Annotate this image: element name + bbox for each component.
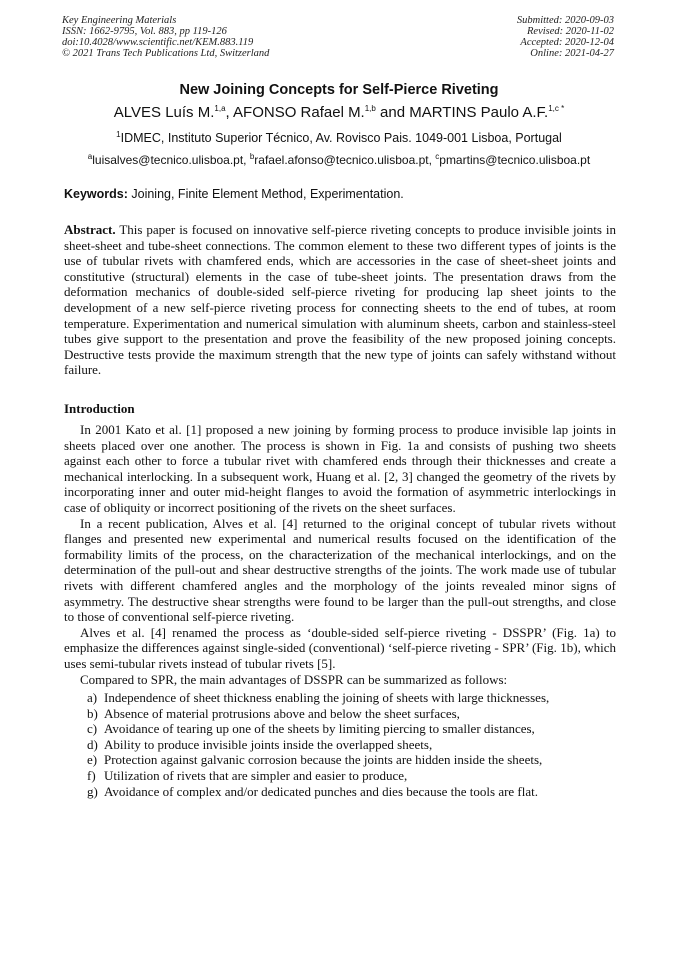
- list-item-text: Ability to produce invisible joints inside the overlapped sheets,: [104, 736, 433, 752]
- author-separator: ,: [225, 104, 234, 121]
- list-item-text: Avoidance of complex and/or dedicated punches and dies because the tools are flat.: [104, 783, 539, 799]
- keywords-label: Keywords:: [64, 187, 128, 201]
- list-item-text: Avoidance of tearing up one of the sheets by limiting piercing to smaller distances,: [104, 721, 535, 737]
- list-item: [87, 737, 617, 753]
- email-link[interactable]: luisalves@tecnico.ulisboa.pt,: [92, 153, 250, 167]
- journal-name: Key Engineering Materials: [62, 15, 177, 26]
- affiliation-mark: 1: [116, 129, 121, 139]
- paragraph: Compared to SPR, the main advantages of DSSPR can be summarized as follows:: [80, 671, 508, 687]
- list-marker: e): [87, 752, 98, 768]
- paragraph: Alves et al. [4] renamed the process as ‘double-sided self-pierce riveting - DSSPR’ (Fig. 1a) to emphasize the differences against single-sided (conventional) ‘self-pierce riveting - SPR’ (Fig. 1b), which uses semi-tubular rivets instead of tubular rivets [5].: [64, 624, 616, 671]
- paragraph: In 2001 Kato et al. [1] proposed a new joining by forming process to produce invisible lap joints in sheets placed over one another. The process is shown in Fig. 1a and consists of pushing two sheets against each other to force a tubular rivet with chamfered ends through their thicknesses and create a mechanical interlocking. In a subsequent work, Huang et al. [2, 3] changed the geometry of the rivets by incorporating inner and outer mid-height flanges to avoid the formation of asymmetric interlockings in case of obliquity or incorrect positioning of the rivets on the sheet surfaces.: [64, 422, 616, 515]
- author-name: AFONSO Rafael M.: [233, 104, 365, 121]
- list-item-text: Independence of sheet thickness enabling the joining of sheets with large thicknesses,: [104, 690, 550, 705]
- journal-issn: ISSN: 1662-9795, Vol. 883, pp 119-126: [62, 26, 227, 37]
- abstract-label: Abstract.: [64, 222, 116, 237]
- author-affiliation-mark: 1,a: [214, 104, 226, 113]
- email-mark: b: [249, 152, 255, 161]
- email-link[interactable]: rafael.afonso@tecnico.ulisboa.pt,: [254, 153, 436, 167]
- list-item: [87, 768, 617, 784]
- list-marker: b): [87, 705, 98, 721]
- list-item-text: Utilization of rivets that are simpler and easier to produce,: [104, 767, 408, 783]
- list-marker: g): [87, 783, 98, 799]
- abstract-text: This paper is focused on innovative self-pierce riveting concepts to produce invisible joints in sheet-sheet and tube-sheet connections. The common element to these two different types of joints is the use of tubular rivets with chamfered ends, which are accessories in the case of sheet-sheet joints and constitutive (structural) elements in the case of tube-sheet joints. The presentation draws from the deformation mechanics of double-sided self-pierce riveting for producing lap sheet joints to the development of a new self-pierce riveting process for connecting sheets to the end of tubes, at room temperature. Experimentation and numerical simulation with aluminum sheets, carbon and stainless-steel tubes give support to the presentation and prove the feasibility of the new proposed joining concepts. Destructive tests provide the maximum strength that the new type of joints can safely withstand without failure.: [64, 222, 616, 378]
- list-marker: a): [87, 690, 98, 705]
- affiliation-text: IDMEC, Instituto Superior Técnico, Av. Rovisco Pais. 1049-001 Lisboa, Portugal: [120, 131, 562, 145]
- list-marker: d): [87, 736, 98, 752]
- list-item: [87, 752, 617, 768]
- author-affiliation-mark: 1,c *: [548, 104, 565, 113]
- list-marker: f): [87, 767, 96, 783]
- list-item: [87, 784, 617, 800]
- journal-copyright: © 2021 Trans Tech Publications Ltd, Switzerland: [62, 48, 270, 59]
- keywords-text: Joining, Finite Element Method, Experimentation.: [127, 187, 404, 201]
- section-heading-introduction: Introduction: [64, 401, 135, 416]
- email-mark: c: [435, 152, 440, 161]
- author-affiliation-mark: 1,b: [364, 104, 376, 113]
- abstract: [64, 222, 616, 378]
- paragraph: In a recent publication, Alves et al. [4] returned to the original concept of tubular rivets without flanges and presented new experimental and numerical results focused on the identification of the formability limits of the process, on the characterization of the mechanical interlockings, and on the determination of the pull-out and shear destructive strengths of the joints. The work made use of tubular rivets with different chamfered angles and the morphology of the joints revealed minor signs of asymmetry. The destructive shear strengths were found to be larger than the pull-out strengths, and close to those of conventional self-pierce riveting.: [64, 515, 616, 625]
- advantages-list: [87, 690, 617, 799]
- author-separator: and: [375, 104, 410, 121]
- paper-title: New Joining Concepts for Self-Pierce Riveting: [179, 82, 499, 98]
- date-accepted: Accepted: 2020-12-04: [520, 37, 614, 48]
- introduction-body: [64, 422, 616, 687]
- email-list: [0, 153, 678, 167]
- author-name: MARTINS Paulo A.F.: [409, 104, 549, 121]
- list-item-text: Protection against galvanic corrosion because the joints are hidden inside the sheets,: [104, 752, 543, 768]
- author-name: ALVES Luís M.: [113, 104, 215, 121]
- journal-doi: doi:10.4028/www.scientific.net/KEM.883.119: [62, 37, 254, 48]
- date-revised: Revised: 2020-11-02: [527, 26, 614, 37]
- list-item-text: Absence of material protrusions above and below the sheet surfaces,: [104, 705, 460, 721]
- date-online: Online: 2021-04-27: [530, 48, 614, 59]
- journal-header: [62, 15, 269, 59]
- author-list: [0, 104, 678, 121]
- keywords: [64, 187, 616, 201]
- email-mark: a: [87, 152, 93, 161]
- email-link[interactable]: pmartins@tecnico.ulisboa.pt: [439, 153, 591, 167]
- date-submitted: Submitted: 2020-09-03: [516, 15, 614, 26]
- dates-header: [517, 15, 614, 59]
- list-marker: c): [87, 721, 98, 737]
- list-item: [87, 690, 617, 706]
- affiliation: [0, 131, 678, 145]
- list-item: [87, 721, 617, 737]
- list-item: [87, 706, 617, 722]
